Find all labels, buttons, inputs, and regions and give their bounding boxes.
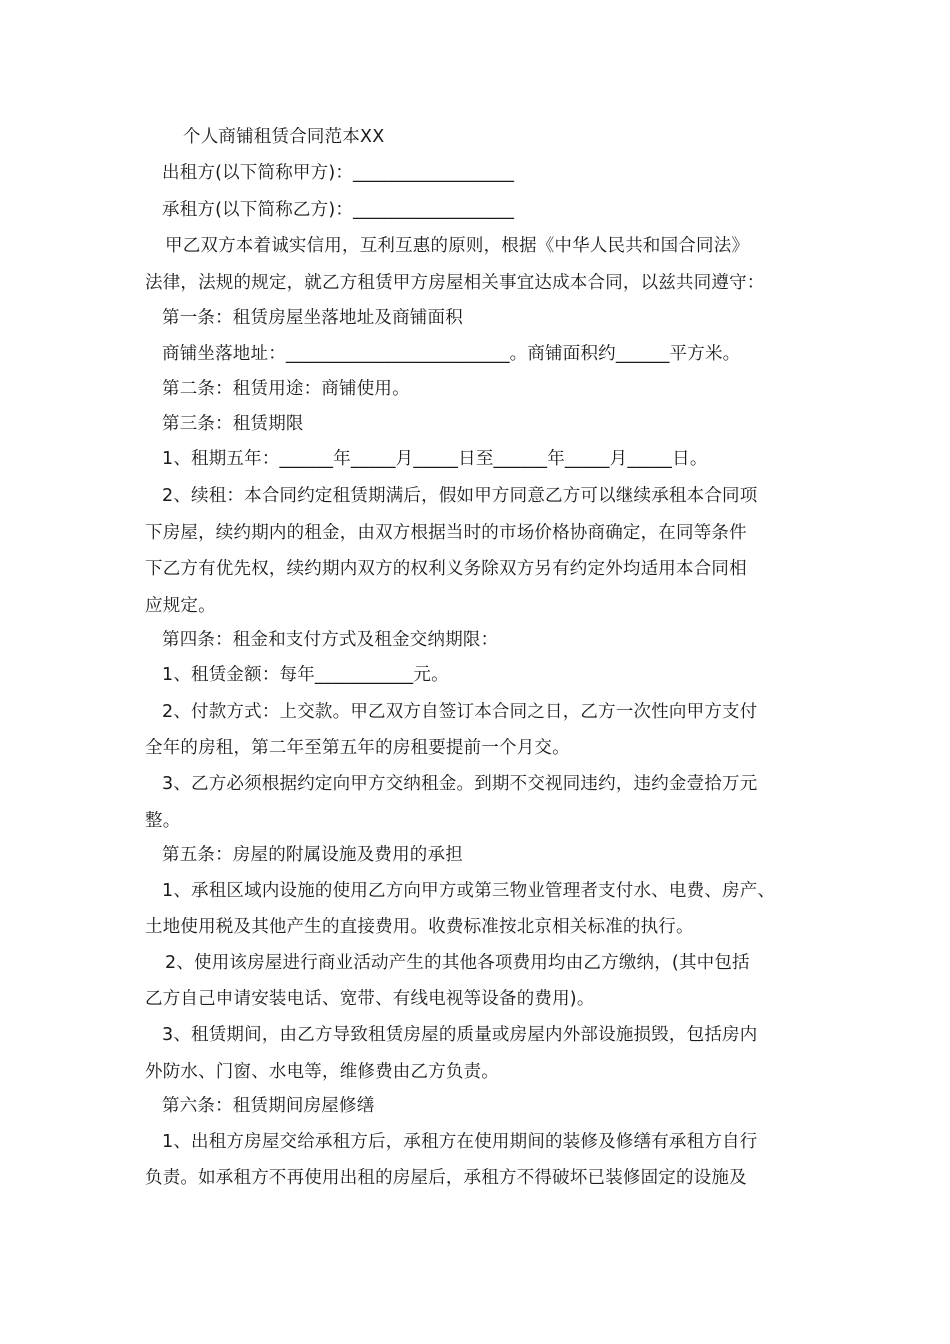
paragraph-line: 法律，法规的规定，就乙方租赁甲方房屋相关事宜达成本合同，以兹共同遵守： [145, 273, 765, 293]
paragraph-line: 商铺坐落地址：_________________________。商铺面积约______平方米。 [162, 344, 741, 364]
paragraph-line: 2、续租：本合同约定租赁期满后，假如甲方同意乙方可以继续承租本合同项 [162, 486, 758, 506]
section-heading: 第三条：租赁期限 [162, 414, 304, 434]
paragraph-line: 应规定。 [145, 596, 216, 616]
section-heading: 第一条：租赁房屋坐落地址及商铺面积 [162, 308, 463, 328]
paragraph-line: 下房屋，续约期内的租金，由双方根据当时的市场价格协商确定，在同等条件 [145, 523, 747, 543]
paragraph-line: 整。 [145, 811, 181, 831]
paragraph-line: 土地使用税及其他产生的直接费用。收费标准按北京相关标准的执行。 [145, 917, 694, 937]
paragraph-line: 负责。如承租方不再使用出租的房屋后，承租方不得破坏已装修固定的设施及 [145, 1168, 747, 1188]
section-heading: 第六条：租赁期间房屋修缮 [162, 1096, 375, 1116]
paragraph-line: 甲乙双方本着诚实信用，互利互惠的原则，根据《中华人民共和国合同法》 [165, 236, 750, 256]
paragraph-line: 2、付款方式：上交款。甲乙双方自签订本合同之日，乙方一次性向甲方支付 [162, 702, 758, 722]
paragraph-line: 1、租赁金额：每年___________元。 [162, 665, 449, 685]
paragraph-line: 全年的房租，第二年至第五年的房租要提前一个月交。 [145, 738, 570, 758]
section-heading: 第二条：租赁用途：商铺使用。 [162, 379, 410, 399]
paragraph-line: 出租方(以下简称甲方)：__________________ [162, 163, 515, 183]
document-title: 个人商铺租赁合同范本XX [183, 127, 385, 147]
section-heading: 第四条：租金和支付方式及租金交纳期限： [162, 630, 499, 650]
paragraph-line: 3、租赁期间，由乙方导致租赁房屋的质量或房屋内外部设施损毁，包括房内 [162, 1025, 758, 1045]
paragraph-line: 外防水、门窗、水电等，维修费由乙方负责。 [145, 1062, 499, 1082]
paragraph-line: 1、出租方房屋交给承租方后，承租方在使用期间的装修及修缮有承租方自行 [162, 1132, 758, 1152]
paragraph-line: 承租方(以下简称乙方)：__________________ [162, 200, 515, 220]
paragraph-line: 乙方自己申请安装电话、宽带、有线电视等设备的费用)。 [145, 989, 595, 1009]
paragraph-line: 1、租期五年：______年_____月_____日至______年_____月_____日。 [162, 449, 708, 469]
paragraph-line: 1、承租区域内设施的使用乙方向甲方或第三物业管理者支付水、电费、房产、 [162, 881, 776, 901]
paragraph-line: 下乙方有优先权，续约期内双方的权利义务除双方另有约定外均适用本合同相 [145, 559, 747, 579]
paragraph-line: 2、使用该房屋进行商业活动产生的其他各项费用均由乙方缴纳，(其中包括 [165, 953, 750, 973]
section-heading: 第五条：房屋的附属设施及费用的承担 [162, 845, 463, 865]
paragraph-line: 3、乙方必须根据约定向甲方交纳租金。到期不交视同违约，违约金壹拾万元 [162, 774, 758, 794]
